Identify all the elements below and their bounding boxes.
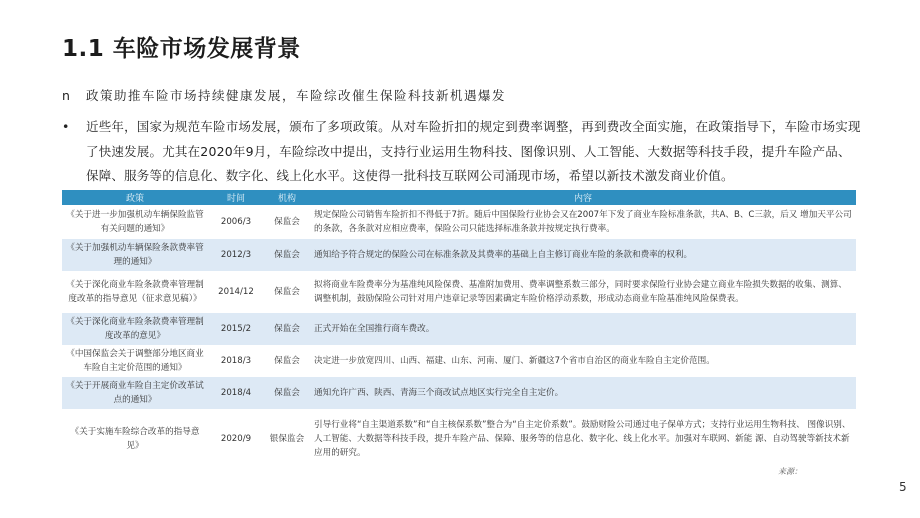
column-header-policy: 政策 xyxy=(62,190,208,205)
policy-cell: 《关于实施车险综合改革的指导意见》 xyxy=(62,409,208,469)
table-row xyxy=(62,239,856,271)
policy-cell: 《关于进一步加强机动车辆保险监管有关问题的通知》 xyxy=(62,205,208,239)
content-cell: 决定进一步放宽四川、山西、福建、山东、河南、厦门、新疆这7个省市自治区的商业车险自主定价范围。 xyxy=(310,345,856,377)
time-cell: 2018/3 xyxy=(208,345,264,377)
table-header-row xyxy=(62,190,856,205)
bullet-marker: • xyxy=(62,119,70,134)
policy-cell: 《中国保监会关于调整部分地区商业车险自主定价范围的通知》 xyxy=(62,345,208,377)
policy-cell: 《关于深化商业车险条款费率管理制度改革的意见》 xyxy=(62,313,208,345)
org-cell: 保监会 xyxy=(264,271,310,313)
org-cell: 保监会 xyxy=(264,377,310,409)
table-row xyxy=(62,313,856,345)
bullet-paragraph xyxy=(62,115,862,189)
content-cell: 正式开始在全国推行商车费改。 xyxy=(310,313,856,345)
policy-cell: 《关于深化商业车险条款费率管理制度改革的指导意见（征求意见稿）》 xyxy=(62,271,208,313)
time-cell: 2015/2 xyxy=(208,313,264,345)
org-cell: 保监会 xyxy=(264,239,310,271)
time-cell: 2014/12 xyxy=(208,271,264,313)
org-cell: 银保监会 xyxy=(264,409,310,469)
time-cell: 2012/3 xyxy=(208,239,264,271)
bullet-headline xyxy=(62,86,506,104)
time-cell: 2020/9 xyxy=(208,409,264,469)
table-row xyxy=(62,377,856,409)
column-header-content: 内容 xyxy=(310,190,856,205)
policy-table xyxy=(62,190,856,469)
bullet-marker: n xyxy=(62,88,70,103)
content-cell: 拟将商业车险费率分为基准纯风险保费、基准附加费用、费率调整系数三部分，同时要求保险行业协会建立商业车险损失数据的收集、测算、调整机制，鼓励保险公司针对用户违章记录等因素确定车险价格浮动系数，形成动态商业车险基准纯风险保费表。 xyxy=(310,271,856,313)
org-cell: 保监会 xyxy=(264,345,310,377)
org-cell: 保监会 xyxy=(264,313,310,345)
bullet-text: 政策助推车险市场持续健康发展，车险综改催生保险科技新机遇爆发 xyxy=(86,88,507,103)
column-header-org: 机构 xyxy=(264,190,310,205)
page-title: 1.1 车险市场发展背景 xyxy=(62,36,301,62)
column-header-time: 时间 xyxy=(208,190,264,205)
table-row xyxy=(62,271,856,313)
content-cell: 引导行业将“自主渠道系数”和“自主核保系数”整合为“自主定价系数”。鼓励财险公司通过电子保单方式；支持行业运用生物科技、 图像识别、人工智能、大数据等科技手段，提升车险产品、保障、服务等的信息化、数字化、线上化水平。加强对车联网、新能 源、自动驾驶等新技术新应用的研究。 xyxy=(310,409,856,469)
content-cell: 通知允许广西、陕西、青海三个商改试点地区实行完全自主定价。 xyxy=(310,377,856,409)
table-row xyxy=(62,345,856,377)
policy-cell: 《关于加强机动车辆保险条款费率管理的通知》 xyxy=(62,239,208,271)
policy-cell: 《关于开展商业车险自主定价改革试点的通知》 xyxy=(62,377,208,409)
content-cell: 规定保险公司销售车险折扣不得低于7折。随后中国保险行业协会又在2007年下发了商业车险标准条款，共A、B、C三款，后又 增加天平公司的条款，各条款对应相应费率，保险公司只能选择标准条款并按规定执行费率。 xyxy=(310,205,856,239)
table-row xyxy=(62,409,856,469)
time-cell: 2018/4 xyxy=(208,377,264,409)
source-note: 来源： xyxy=(778,467,802,476)
bullet-text: 近些年，国家为规范车险市场发展，颁布了多项政策。从对车险折扣的规定到费率调整，再到费改全面实施，在政策指导下，车险市场实现了快速发展。尤其在2020年9月，车险综改中提出，支持行业运用生物科技、图像识别、人工智能、大数据等科技手段，提升车险产品、保障、服务等的信息化、数字化、线上化水平。这使得一批科技互联网公司涌现市场，希望以新技术激发商业价值。 xyxy=(86,119,861,183)
content-cell: 通知给予符合规定的保险公司在标准条款及其费率的基础上自主修订商业车险的条款和费率的权利。 xyxy=(310,239,856,271)
page-number: 5 xyxy=(899,480,907,494)
time-cell: 2006/3 xyxy=(208,205,264,239)
table-row xyxy=(62,205,856,239)
org-cell: 保监会 xyxy=(264,205,310,239)
